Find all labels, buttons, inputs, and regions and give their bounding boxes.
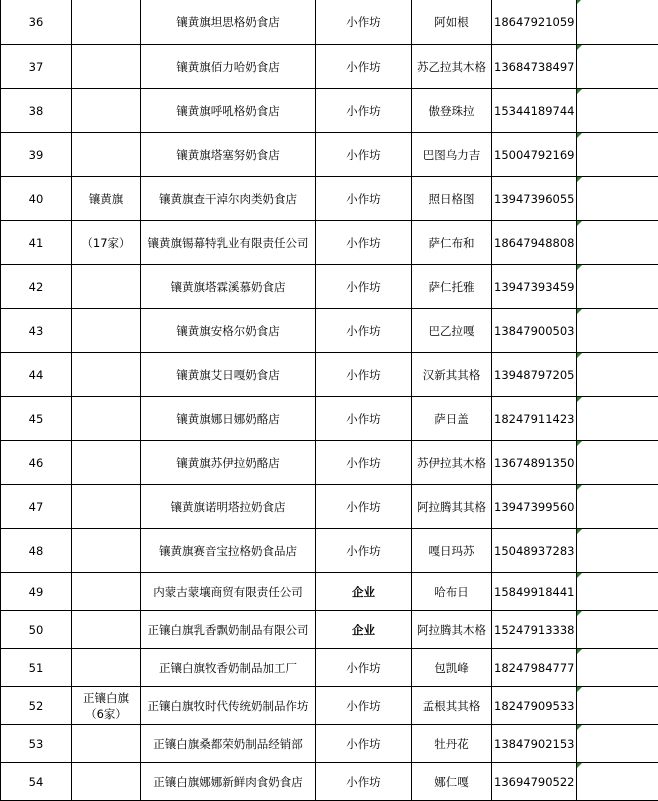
phone-number: 13684738497 bbox=[492, 45, 577, 89]
region-name: 正镶白旗 bbox=[83, 691, 129, 705]
phone-number: 13694790522 bbox=[492, 763, 577, 801]
phone-number: 15247913338 bbox=[492, 611, 577, 649]
blank-cell bbox=[72, 45, 141, 89]
phone-number: 13947396055 bbox=[492, 177, 577, 221]
table-row bbox=[1, 353, 658, 397]
blank-cell bbox=[72, 133, 141, 177]
phone-number: 13674891350 bbox=[492, 441, 577, 485]
row-number: 53 bbox=[1, 725, 72, 763]
table-row bbox=[1, 687, 658, 725]
empty-cell bbox=[577, 397, 658, 441]
phone-number: 13847902153 bbox=[492, 725, 577, 763]
table-row bbox=[1, 0, 658, 45]
empty-cell bbox=[577, 649, 658, 687]
phone-number: 15344189744 bbox=[492, 89, 577, 133]
blank-cell bbox=[72, 441, 141, 485]
table-row bbox=[1, 89, 658, 133]
blank-cell bbox=[72, 221, 141, 265]
blank-cell bbox=[72, 177, 141, 221]
row-number: 43 bbox=[1, 309, 72, 353]
row-number: 39 bbox=[1, 133, 72, 177]
business-type: 小作坊 bbox=[316, 441, 412, 485]
contact-person: 巴乙拉嘎 bbox=[412, 309, 492, 353]
table-row bbox=[1, 573, 658, 611]
blank-cell bbox=[72, 353, 141, 397]
blank-cell bbox=[72, 573, 141, 611]
blank-cell bbox=[72, 0, 141, 45]
blank-cell bbox=[72, 763, 141, 801]
business-type: 小作坊 bbox=[316, 309, 412, 353]
business-type: 小作坊 bbox=[316, 485, 412, 529]
contact-person: 苏伊拉其木格 bbox=[412, 441, 492, 485]
blank-cell bbox=[72, 485, 141, 529]
business-name: 镶黄旗锡幕特乳业有限责任公司 bbox=[141, 221, 316, 265]
blank-cell bbox=[72, 687, 141, 725]
business-name: 镶黄旗安格尔奶食店 bbox=[141, 309, 316, 353]
business-name: 正镶白旗娜娜新鲜肉食奶食店 bbox=[141, 763, 316, 801]
empty-cell bbox=[577, 0, 658, 45]
business-type: 小作坊 bbox=[316, 177, 412, 221]
business-name: 镶黄旗佰力哈奶食店 bbox=[141, 45, 316, 89]
business-type: 小作坊 bbox=[316, 397, 412, 441]
empty-cell bbox=[577, 441, 658, 485]
business-name: 正镶白旗桑都荣奶制品经销部 bbox=[141, 725, 316, 763]
contact-person: 巴图乌力吉 bbox=[412, 133, 492, 177]
empty-cell bbox=[577, 529, 658, 573]
empty-cell bbox=[577, 725, 658, 763]
contact-person: 萨日盖 bbox=[412, 397, 492, 441]
business-type: 小作坊 bbox=[316, 353, 412, 397]
table-row bbox=[1, 763, 658, 801]
contact-person: 阿如根 bbox=[412, 0, 492, 45]
row-number: 48 bbox=[1, 529, 72, 573]
region-name: 镶黄旗 bbox=[89, 192, 124, 206]
business-type: 小作坊 bbox=[316, 45, 412, 89]
row-number: 41 bbox=[1, 221, 72, 265]
contact-person: 萨仁布和 bbox=[412, 221, 492, 265]
phone-number: 13948797205 bbox=[492, 353, 577, 397]
business-name: 正镶白旗乳香飘奶制品有限公司 bbox=[141, 611, 316, 649]
empty-cell bbox=[577, 611, 658, 649]
empty-cell bbox=[577, 221, 658, 265]
contact-person: 孟根其其格 bbox=[412, 687, 492, 725]
phone-number: 18247984777 bbox=[492, 649, 577, 687]
blank-cell bbox=[72, 89, 141, 133]
business-name: 镶黄旗坦思格奶食店 bbox=[141, 0, 316, 45]
phone-number: 18647921059 bbox=[492, 0, 577, 45]
table-row bbox=[1, 649, 658, 687]
business-name: 镶黄旗艾日嘎奶食店 bbox=[141, 353, 316, 397]
contact-person: 阿拉腾其其格 bbox=[412, 485, 492, 529]
business-name: 镶黄旗娜日娜奶酪店 bbox=[141, 397, 316, 441]
business-type: 小作坊 bbox=[316, 649, 412, 687]
table-row bbox=[1, 611, 658, 649]
business-name: 镶黄旗诺明塔拉奶食店 bbox=[141, 485, 316, 529]
table-row bbox=[1, 725, 658, 763]
business-type: 小作坊 bbox=[316, 133, 412, 177]
phone-number: 18247911423 bbox=[492, 397, 577, 441]
phone-number: 18247909533 bbox=[492, 687, 577, 725]
table-row bbox=[1, 485, 658, 529]
phone-number: 13947399560 bbox=[492, 485, 577, 529]
table-row bbox=[1, 265, 658, 309]
blank-cell bbox=[72, 397, 141, 441]
row-number: 36 bbox=[1, 0, 72, 45]
row-number: 51 bbox=[1, 649, 72, 687]
row-number: 37 bbox=[1, 45, 72, 89]
table-row bbox=[1, 309, 658, 353]
blank-cell bbox=[72, 309, 141, 353]
business-name: 镶黄旗苏伊拉奶酪店 bbox=[141, 441, 316, 485]
table-row bbox=[1, 529, 658, 573]
empty-cell bbox=[577, 353, 658, 397]
business-type: 小作坊 bbox=[316, 725, 412, 763]
contact-person: 傲登珠拉 bbox=[412, 89, 492, 133]
business-name: 镶黄旗查干淖尔肉类奶食店 bbox=[141, 177, 316, 221]
blank-cell bbox=[72, 529, 141, 573]
row-number: 52 bbox=[1, 687, 72, 725]
blank-cell bbox=[72, 725, 141, 763]
phone-number: 15849918441 bbox=[492, 573, 577, 611]
table-row bbox=[1, 45, 658, 89]
contact-person: 阿拉腾其木格 bbox=[412, 611, 492, 649]
empty-cell bbox=[577, 177, 658, 221]
row-number: 50 bbox=[1, 611, 72, 649]
contact-person: 哈布日 bbox=[412, 573, 492, 611]
phone-number: 15048937283 bbox=[492, 529, 577, 573]
business-name: 镶黄旗呼吼格奶食店 bbox=[141, 89, 316, 133]
contact-person: 牡丹花 bbox=[412, 725, 492, 763]
business-name: 正镶白旗牧时代传统奶制品作坊 bbox=[141, 687, 316, 725]
empty-cell bbox=[577, 763, 658, 801]
table-row bbox=[1, 177, 658, 221]
business-type: 企业 bbox=[316, 573, 412, 611]
blank-cell bbox=[72, 649, 141, 687]
contact-person: 包凯峰 bbox=[412, 649, 492, 687]
phone-number: 13847900503 bbox=[492, 309, 577, 353]
row-number: 42 bbox=[1, 265, 72, 309]
row-number: 38 bbox=[1, 89, 72, 133]
row-number: 44 bbox=[1, 353, 72, 397]
business-name: 正镶白旗牧香奶制品加工厂 bbox=[141, 649, 316, 687]
empty-cell bbox=[577, 45, 658, 89]
empty-cell bbox=[577, 89, 658, 133]
phone-number: 13947393459 bbox=[492, 265, 577, 309]
business-type: 小作坊 bbox=[316, 221, 412, 265]
contact-person: 嘎日玛苏 bbox=[412, 529, 492, 573]
business-type: 企业 bbox=[316, 611, 412, 649]
business-type: 小作坊 bbox=[316, 529, 412, 573]
business-type: 小作坊 bbox=[316, 763, 412, 801]
contact-person: 照日格图 bbox=[412, 177, 492, 221]
row-number: 47 bbox=[1, 485, 72, 529]
table-row bbox=[1, 441, 658, 485]
business-type: 小作坊 bbox=[316, 687, 412, 725]
row-number: 46 bbox=[1, 441, 72, 485]
blank-cell bbox=[72, 265, 141, 309]
business-type: 小作坊 bbox=[316, 265, 412, 309]
row-number: 49 bbox=[1, 573, 72, 611]
contact-person: 萨仁托雅 bbox=[412, 265, 492, 309]
blank-cell bbox=[72, 611, 141, 649]
empty-cell bbox=[577, 687, 658, 725]
row-number: 54 bbox=[1, 763, 72, 801]
business-name: 镶黄旗塔塞努奶食店 bbox=[141, 133, 316, 177]
contact-person: 汉新其其格 bbox=[412, 353, 492, 397]
region-count: （6家） bbox=[85, 707, 127, 721]
contact-person: 娜仁嘎 bbox=[412, 763, 492, 801]
phone-number: 18647948808 bbox=[492, 221, 577, 265]
empty-cell bbox=[577, 265, 658, 309]
table-row bbox=[1, 221, 658, 265]
business-name: 镶黄旗塔霖溪慕奶食店 bbox=[141, 265, 316, 309]
business-name: 镶黄旗赛音宝拉格奶食品店 bbox=[141, 529, 316, 573]
phone-number: 15004792169 bbox=[492, 133, 577, 177]
row-number: 40 bbox=[1, 177, 72, 221]
contact-person: 苏乙拉其木格 bbox=[412, 45, 492, 89]
empty-cell bbox=[577, 309, 658, 353]
table-row bbox=[1, 133, 658, 177]
business-name: 内蒙古蒙壤商贸有限责任公司 bbox=[141, 573, 316, 611]
region-count: （17家） bbox=[81, 236, 130, 250]
row-number: 45 bbox=[1, 397, 72, 441]
empty-cell bbox=[577, 573, 658, 611]
business-type: 小作坊 bbox=[316, 89, 412, 133]
empty-cell bbox=[577, 485, 658, 529]
empty-cell bbox=[577, 133, 658, 177]
business-type: 小作坊 bbox=[316, 0, 412, 45]
table-row bbox=[1, 397, 658, 441]
